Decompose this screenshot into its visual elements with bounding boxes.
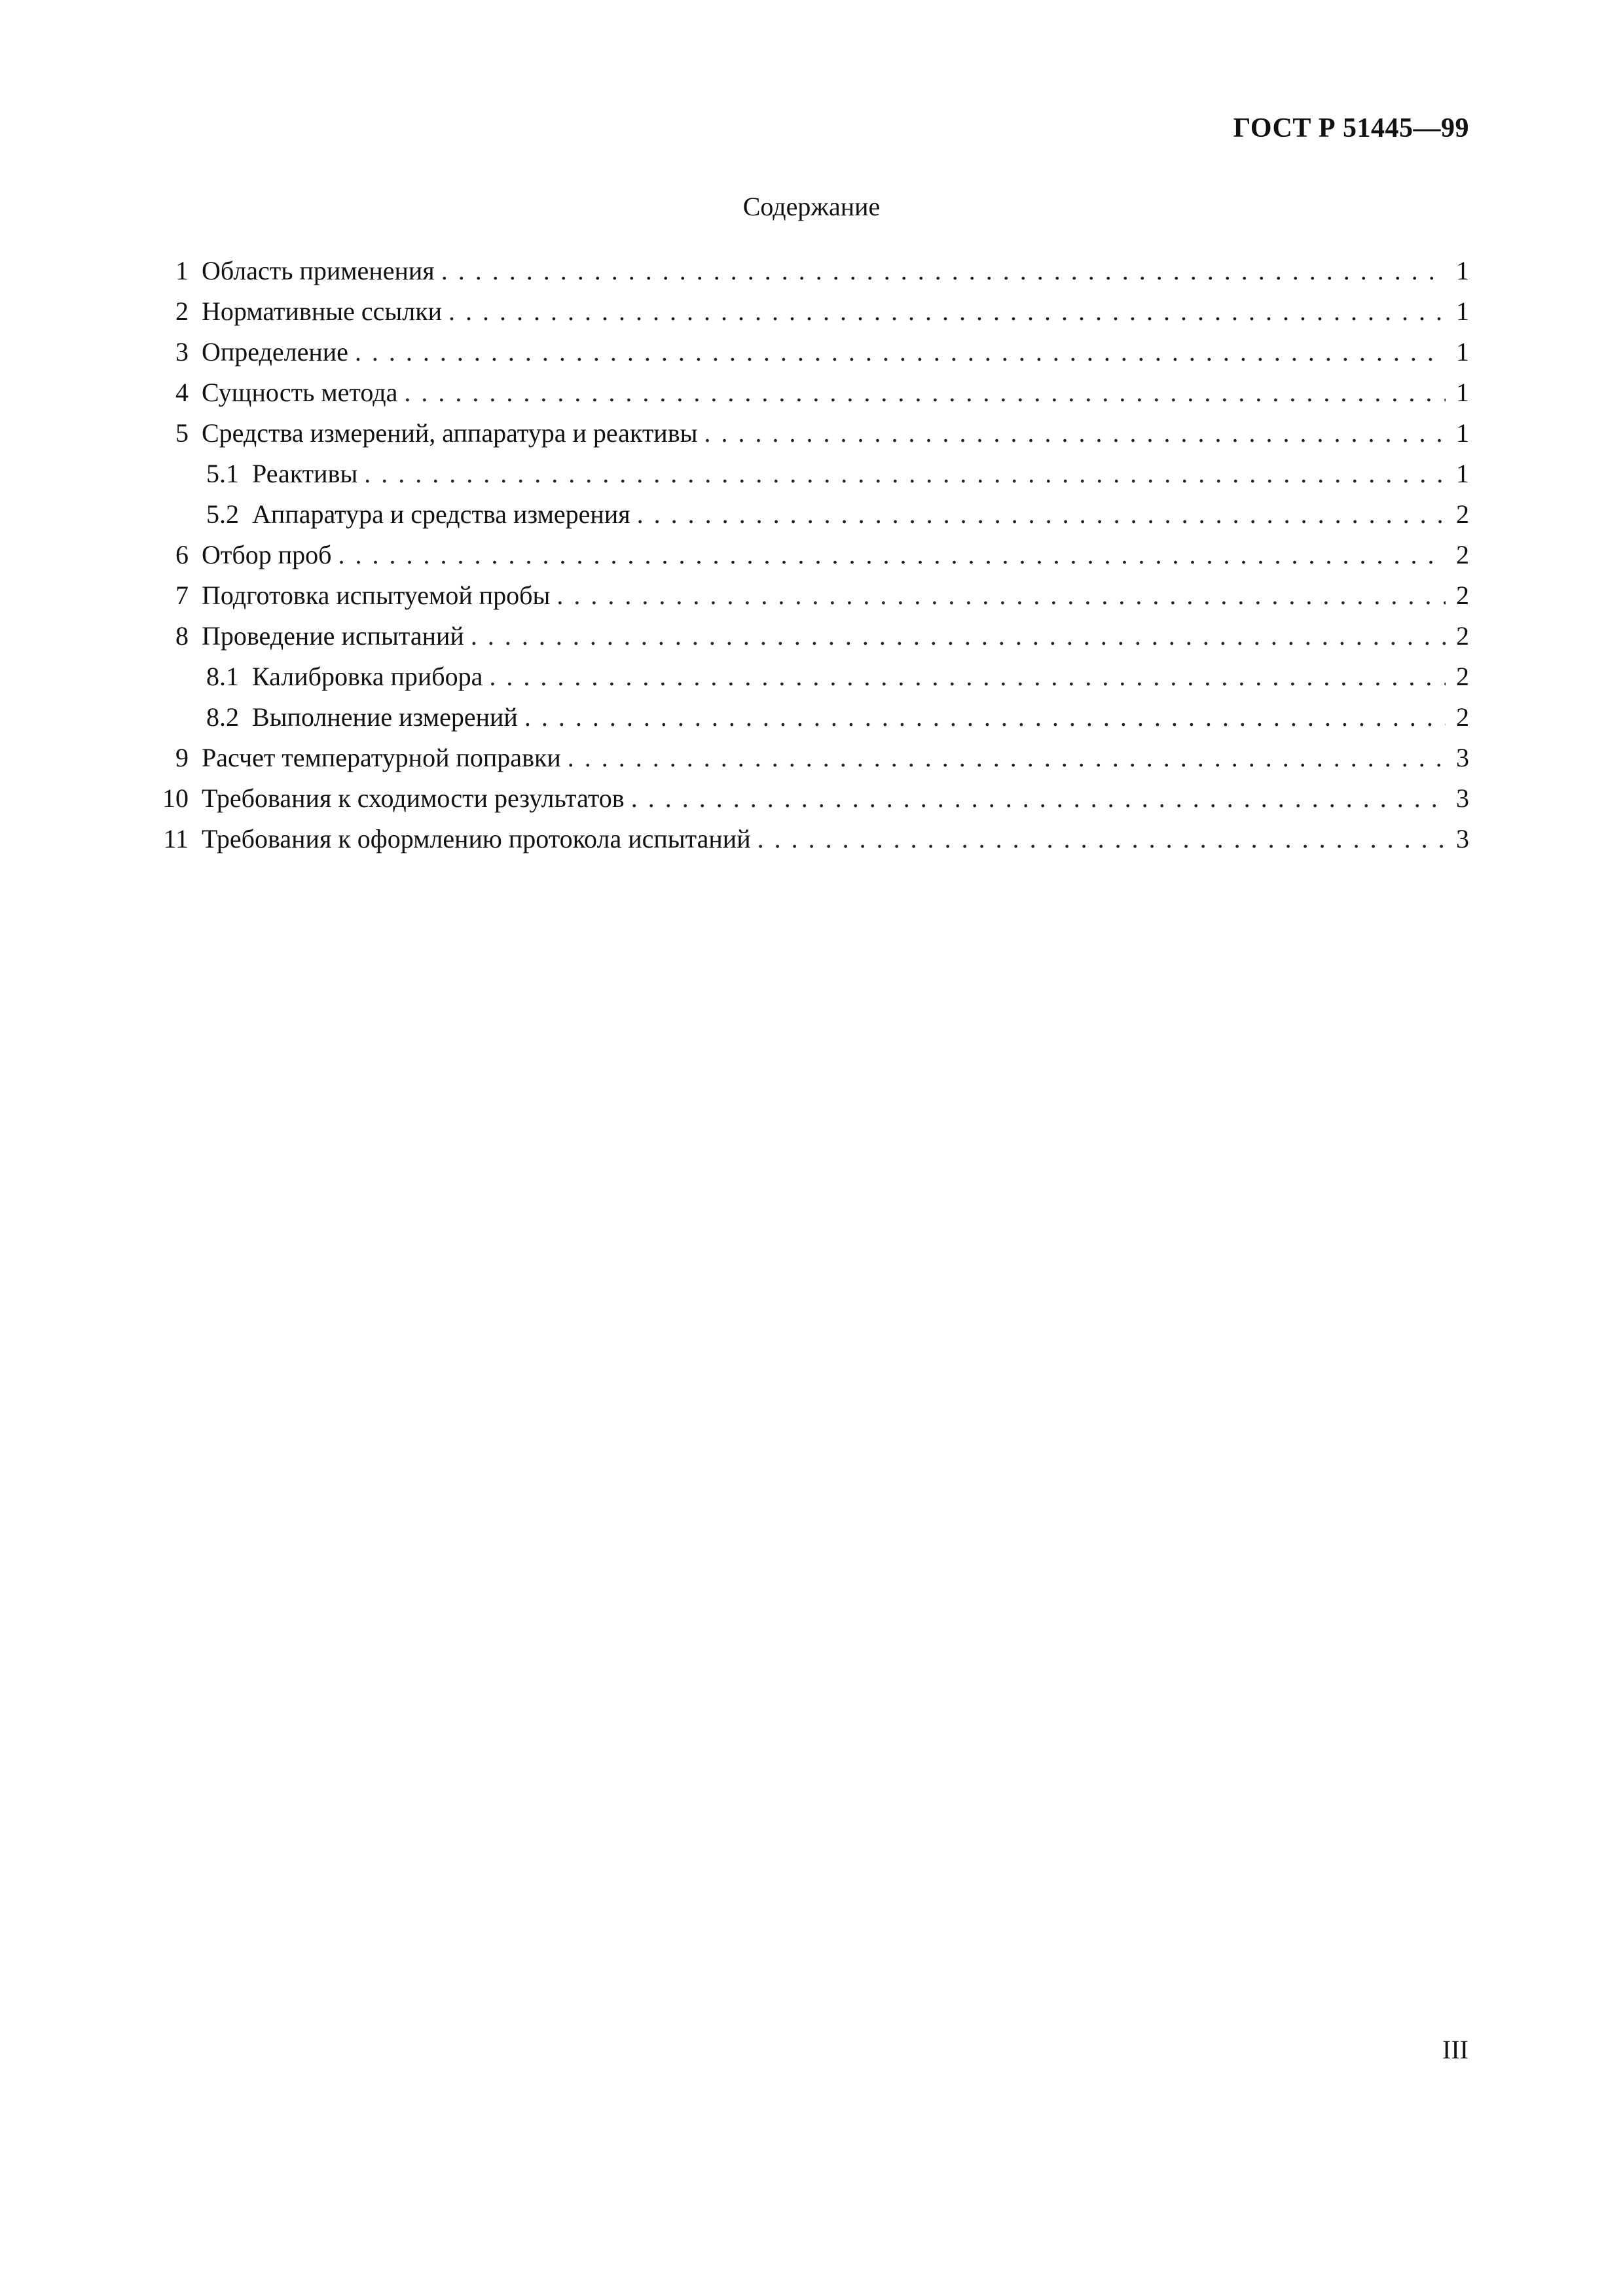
- toc-entry-number: 5.1: [206, 459, 239, 488]
- toc-entry-label: Выполнение измерений: [252, 702, 518, 732]
- toc-subentry[interactable]: [149, 494, 1469, 535]
- toc-entry-number: 9: [175, 743, 189, 772]
- toc-entry-label: Средства измерений, аппаратура и реактивы: [202, 418, 698, 448]
- toc-leader-dots: [524, 697, 1446, 738]
- toc-entry-page: 2: [1456, 702, 1469, 732]
- toc-entry[interactable]: [149, 291, 1469, 332]
- toc-subentry[interactable]: [149, 454, 1469, 494]
- document-code: ГОСТ Р 51445—99: [1233, 113, 1469, 143]
- toc-leader-dots: [404, 372, 1446, 413]
- toc-entry-label: Требования к оформлению протокола испытаний: [202, 824, 751, 853]
- toc-entry-page: 1: [1456, 256, 1469, 285]
- toc-leader-dots: [489, 656, 1446, 697]
- toc-entry-number: 4: [175, 378, 189, 407]
- toc-entry-page: 1: [1456, 378, 1469, 407]
- toc-entry-page: 2: [1456, 662, 1469, 691]
- page-number: III: [1442, 2035, 1468, 2064]
- toc-entry-page: 2: [1456, 540, 1469, 569]
- toc-entry-number: 8.1: [206, 662, 239, 691]
- toc-entry[interactable]: [149, 372, 1469, 413]
- toc-leader-dots: [556, 575, 1446, 616]
- toc-entry-page: 1: [1456, 418, 1469, 448]
- toc-entry-page: 3: [1456, 783, 1469, 813]
- toc-entry-page: 2: [1456, 581, 1469, 610]
- toc-entry-page: 3: [1456, 824, 1469, 853]
- toc-entry[interactable]: [149, 738, 1469, 778]
- toc-entry-number: 11: [163, 824, 189, 853]
- toc-leader-dots: [568, 738, 1446, 778]
- toc-entry-number: 8.2: [206, 702, 239, 732]
- toc-leader-dots: [637, 494, 1446, 535]
- toc-entry[interactable]: [149, 413, 1469, 454]
- toc-entry-number: 10: [162, 783, 189, 813]
- toc-entry-number: 2: [175, 296, 189, 326]
- toc-entry-page: 1: [1456, 459, 1469, 488]
- toc-entry[interactable]: [149, 332, 1469, 372]
- toc-entry-number: 3: [175, 337, 189, 367]
- toc-entry-page: 2: [1456, 499, 1469, 529]
- toc-entry-label: Калибровка прибора: [252, 662, 483, 691]
- toc-entry-label: Определение: [202, 337, 348, 367]
- toc-entry-page: 1: [1456, 296, 1469, 326]
- toc-leader-dots: [631, 778, 1446, 819]
- toc-entry-number: 1: [175, 256, 189, 285]
- toc-entry-page: 1: [1456, 337, 1469, 367]
- toc-entry[interactable]: [149, 251, 1469, 291]
- toc-leader-dots: [441, 251, 1446, 291]
- toc-entry[interactable]: [149, 575, 1469, 616]
- toc-entry-label: Сущность метода: [202, 378, 398, 407]
- toc-entry[interactable]: [149, 616, 1469, 656]
- toc-entry[interactable]: [149, 819, 1469, 859]
- toc-entry[interactable]: [149, 778, 1469, 819]
- toc-entry-number: 8: [175, 621, 189, 651]
- toc-entry-label: Проведение испытаний: [202, 621, 464, 651]
- toc-entry-label: Требования к сходимости результатов: [202, 783, 625, 813]
- toc-title: Содержание: [742, 192, 881, 221]
- toc-entry-label: Реактивы: [252, 459, 358, 488]
- toc-leader-dots: [338, 535, 1446, 575]
- toc-entry-label: Подготовка испытуемой пробы: [202, 581, 551, 610]
- toc-leader-dots: [364, 454, 1446, 494]
- toc-entry-label: Отбор проб: [202, 540, 332, 569]
- toc-entry-number: 7: [175, 581, 189, 610]
- toc-subentry[interactable]: [149, 697, 1469, 738]
- toc-leader-dots: [757, 819, 1446, 859]
- toc-entry-label: Расчет температурной поправки: [202, 743, 561, 772]
- toc-leader-dots: [704, 413, 1446, 454]
- toc-entry-label: Область применения: [202, 256, 435, 285]
- toc-leader-dots: [355, 332, 1446, 372]
- toc-entry-number: 5.2: [206, 499, 239, 529]
- toc-entry-label: Нормативные ссылки: [202, 296, 443, 326]
- toc-entry-page: 3: [1456, 743, 1469, 772]
- toc-entry-label: Аппаратура и средства измерения: [252, 499, 630, 529]
- toc-entry-number: 6: [175, 540, 189, 569]
- toc-leader-dots: [471, 616, 1446, 656]
- toc-leader-dots: [448, 291, 1446, 332]
- table-of-contents: [149, 251, 1469, 859]
- toc-subentry[interactable]: [149, 656, 1469, 697]
- toc-entry[interactable]: [149, 535, 1469, 575]
- toc-entry-page: 2: [1456, 621, 1469, 651]
- toc-entry-number: 5: [175, 418, 189, 448]
